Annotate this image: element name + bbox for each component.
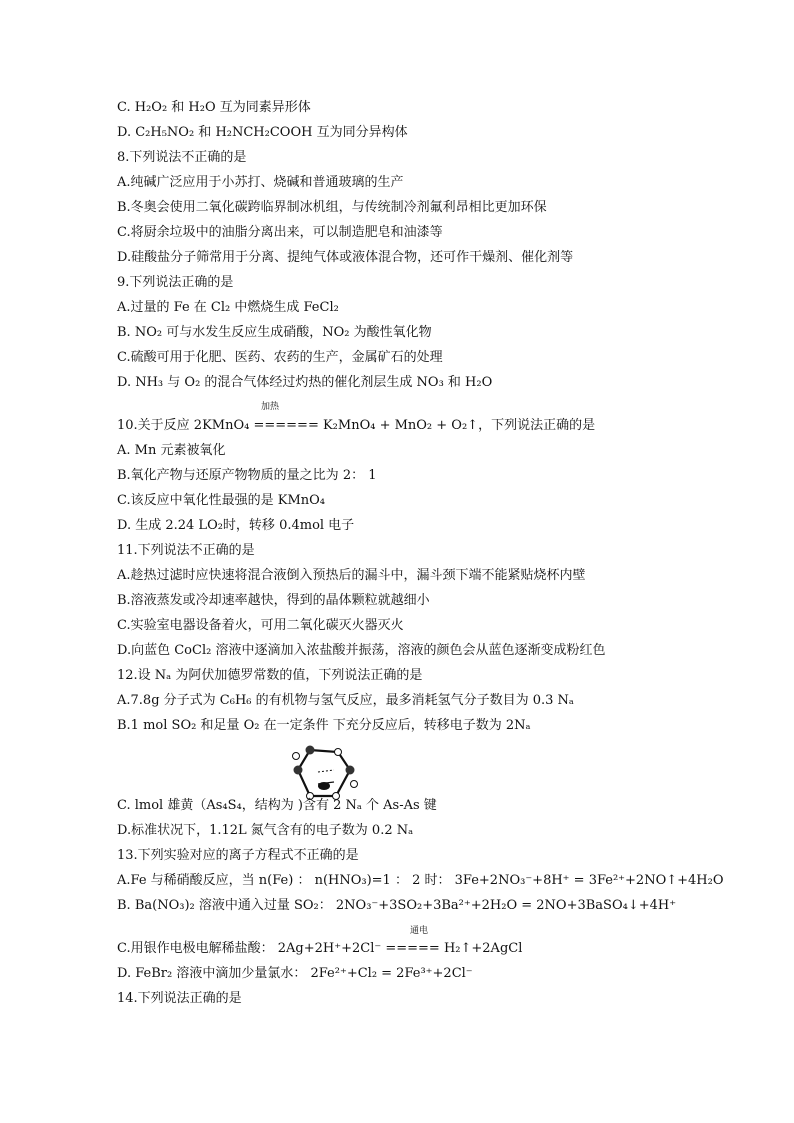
question-14-title: 14.下列说法正确的是 <box>117 991 242 1006</box>
text-line: D. FeBr₂ 溶液中滴加少量氯水： 2Fe²⁺+Cl₂ = 2Fe³⁺+2Cl⁻ <box>117 966 473 981</box>
text-line: A.纯碱广泛应用于小苏打、烧碱和普通玻璃的生产 <box>117 175 404 190</box>
text-line: B.冬奥会使用二氧化碳跨临界制冰机组，与传统制冷剂氟利昂相比更加环保 <box>117 200 547 215</box>
question-13-title: 13.下列实验对应的离子方程式不正确的是 <box>117 848 359 863</box>
text-line: C.实验室电器设备着火，可用二氧化碳灭火器灭火 <box>117 618 404 633</box>
reaction-condition-heat: 加热 <box>261 402 280 412</box>
text-line: C. H₂O₂ 和 H₂O 互为同素异形体 <box>117 100 311 115</box>
text-line: C. lmol 雄黄（As₄S₄，结构为 )含有 2 Nₐ 个 As-As 键 <box>117 798 437 813</box>
text-line: C.硫酸可用于化肥、医药、农药的生产，金属矿石的处理 <box>117 350 443 365</box>
question-8-title: 8.下列说法不正确的是 <box>117 150 247 165</box>
text-line: A. Mn 元素被氧化 <box>117 443 226 458</box>
reaction-condition-electrolysis: 通电 <box>410 926 429 936</box>
question-9-title: 9.下列说法正确的是 <box>117 275 234 290</box>
text-line: A.趁热过滤时应快速将混合液倒入预热后的漏斗中，漏斗颈下端不能紧贴烧杯内壁 <box>117 568 586 583</box>
text-line: A.7.8g 分子式为 C₆H₆ 的有机物与氢气反应，最多消耗氢气分子数目为 0.3 Nₐ <box>117 693 574 708</box>
text-line: B.1 mol SO₂ 和足量 O₂ 在一定条件 下充分反应后，转移电子数为 2Nₐ <box>117 718 531 733</box>
text-line: D.标准状况下，1.12L 氮气含有的电子数为 0.2 Nₐ <box>117 823 414 838</box>
text-line: A.过量的 Fe 在 Cl₂ 中燃烧生成 FeCl₂ <box>117 300 339 315</box>
question-10-title: 10.关于反应 2KMnO₄ ====== K₂MnO₄ + MnO₂ + O₂↑，下列说法正确的是 <box>117 418 596 433</box>
text-line: D.向蓝色 CoCl₂ 溶液中逐滴加入浓盐酸并振荡，溶液的颜色会从蓝色逐渐变成粉红色 <box>117 643 606 658</box>
question-11-title: 11.下列说法不正确的是 <box>117 543 255 558</box>
text-line: D. NH₃ 与 O₂ 的混合气体经过灼热的催化剂层生成 NO₃ 和 H₂O <box>117 375 493 390</box>
text-line: B. Ba(NO₃)₂ 溶液中通入过量 SO₂： 2NO₃⁻+3SO₂+3Ba²⁺+2H₂O = 2NO+3BaSO₄↓+4H⁺ <box>117 898 677 913</box>
text-line: B. NO₂ 可与水发生反应生成硝酸，NO₂ 为酸性氧化物 <box>117 325 432 340</box>
text-line: D. 生成 2.24 LO₂时，转移 0.4mol 电子 <box>117 518 355 533</box>
text-line: B.氧化产物与还原产物物质的量之比为 2： 1 <box>117 468 377 483</box>
text-line: C.该反应中氧化性最强的是 KMnO₄ <box>117 493 326 508</box>
text-line: C.用银作电极电解稀盐酸： 2Ag+2H⁺+2Cl⁻ ===== H₂↑+2AgCl <box>117 941 523 956</box>
text-line: D. C₂H₅NO₂ 和 H₂NCH₂COOH 互为同分异构体 <box>117 125 408 140</box>
text-line: D.硅酸盐分子筛常用于分离、提纯气体或液体混合物，还可作干燥剂、催化剂等 <box>117 250 574 265</box>
question-12-title: 12.设 Nₐ 为阿伏加德罗常数的值，下列说法正确的是 <box>117 668 423 683</box>
text-line: A.Fe 与稀硝酸反应，当 n(Fe) ： n(HNO₃)=1 ： 2 时： 3Fe+2NO₃⁻+8H⁺ = 3Fe²⁺+2NO↑+4H₂O <box>117 873 724 888</box>
text-line: C.将厨余垃圾中的油脂分离出来，可以制造肥皂和油漆等 <box>117 225 443 240</box>
text-line: B.溶液蒸发或冷却速率越快，得到的晶体颗粒就越细小 <box>117 593 430 608</box>
